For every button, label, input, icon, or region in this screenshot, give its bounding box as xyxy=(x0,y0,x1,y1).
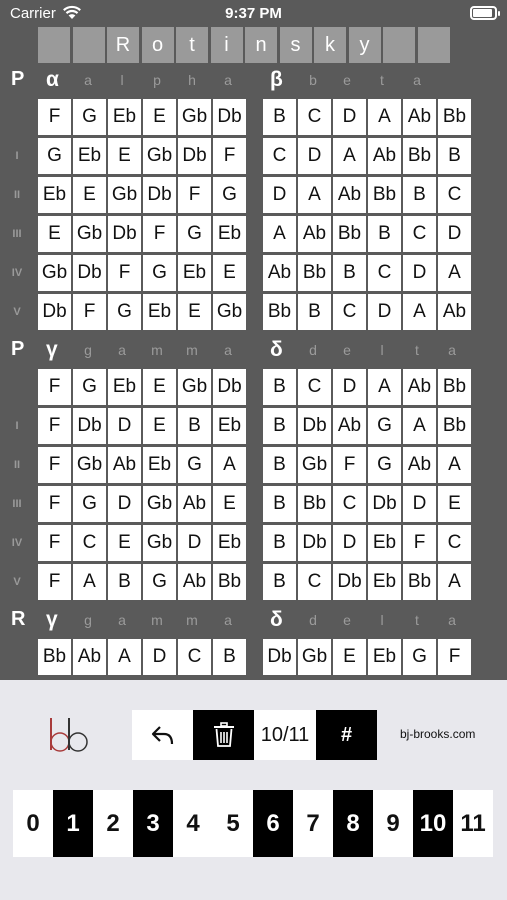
note-cell[interactable]: F xyxy=(73,294,106,330)
matrix-left xyxy=(38,369,246,600)
greek-letter: b xyxy=(309,72,317,88)
pitch-key[interactable]: 7 xyxy=(293,790,333,857)
note-cell[interactable]: Eb xyxy=(73,138,106,174)
note-cell[interactable]: D xyxy=(108,486,141,522)
note-cell[interactable]: Eb xyxy=(143,447,176,483)
note-cell[interactable]: Bb xyxy=(438,408,471,444)
note-cell[interactable]: C xyxy=(438,177,471,213)
title-cell: o xyxy=(142,27,174,63)
note-cell[interactable]: A xyxy=(73,564,106,600)
note-cell[interactable]: Bb xyxy=(403,564,436,600)
greek-letter: a xyxy=(224,72,232,88)
note-cell[interactable]: Eb xyxy=(108,369,141,405)
note-cell[interactable]: E xyxy=(143,408,176,444)
note-cell[interactable]: A xyxy=(263,216,296,252)
note-cell[interactable]: Gb xyxy=(178,99,211,135)
note-cell[interactable]: Bb xyxy=(38,639,71,675)
row-counter: 10/11 xyxy=(254,710,316,760)
note-cell[interactable]: F xyxy=(143,216,176,252)
greek-letter: g xyxy=(84,612,92,628)
title-cell: y xyxy=(349,27,381,63)
note-cell[interactable]: B xyxy=(263,564,296,600)
note-cell[interactable]: G xyxy=(38,138,71,174)
note-cell[interactable]: Gb xyxy=(143,138,176,174)
control-panel xyxy=(0,680,507,900)
row-numeral: III xyxy=(12,228,22,240)
row-numeral: I xyxy=(15,150,19,162)
greek-symbol: δ xyxy=(270,608,283,631)
note-cell[interactable]: F xyxy=(438,639,471,675)
note-cell[interactable]: Db xyxy=(368,486,401,522)
row-numeral: V xyxy=(13,576,21,588)
note-cell[interactable]: G xyxy=(213,177,246,213)
note-cell[interactable]: Bb xyxy=(213,564,246,600)
note-cell[interactable]: G xyxy=(108,294,141,330)
note-cell[interactable]: B xyxy=(213,639,246,675)
note-cell[interactable]: Eb xyxy=(368,639,401,675)
note-cell[interactable]: C xyxy=(438,525,471,561)
note-cell[interactable]: B xyxy=(263,486,296,522)
note-cell[interactable]: Eb xyxy=(213,408,246,444)
greek-letter: h xyxy=(188,72,196,88)
row-numeral: IV xyxy=(11,537,23,549)
note-cell[interactable]: Db xyxy=(143,177,176,213)
title-cell: k xyxy=(314,27,346,63)
greek-letter: l xyxy=(120,72,124,88)
note-cell[interactable]: C xyxy=(333,294,366,330)
note-cell[interactable]: E xyxy=(38,216,71,252)
row-numeral: I xyxy=(15,420,19,432)
note-cell[interactable]: D xyxy=(263,177,296,213)
note-cell[interactable]: G xyxy=(178,447,211,483)
section-label: R xyxy=(11,608,26,630)
carrier-label: Carrier xyxy=(10,5,56,22)
note-cell[interactable]: F xyxy=(178,177,211,213)
note-cell[interactable]: Gb xyxy=(73,447,106,483)
note-cell[interactable]: B xyxy=(263,369,296,405)
title-cell: i xyxy=(211,27,243,63)
note-cell[interactable]: Gb xyxy=(178,369,211,405)
matrix-right xyxy=(263,639,471,675)
note-cell[interactable]: Ab xyxy=(263,255,296,291)
row-numeral: V xyxy=(13,306,21,318)
note-cell[interactable]: Db xyxy=(108,216,141,252)
row-numeral: II xyxy=(13,459,21,471)
matrix-left xyxy=(38,99,246,330)
note-cell[interactable]: G xyxy=(73,99,106,135)
matrix-left xyxy=(38,639,246,675)
note-cell[interactable]: B xyxy=(178,408,211,444)
title-cell xyxy=(383,27,415,63)
pitch-key[interactable]: 8 xyxy=(333,790,373,857)
note-cell[interactable]: Bb xyxy=(333,216,366,252)
undo-button[interactable] xyxy=(132,710,193,760)
note-cell[interactable]: Gb xyxy=(298,447,331,483)
hash-button[interactable]: # xyxy=(316,710,377,760)
note-cell[interactable]: D xyxy=(108,408,141,444)
greek-letter: m xyxy=(186,342,198,358)
toolbar xyxy=(132,710,377,760)
greek-letter: t xyxy=(415,342,419,358)
note-cell[interactable]: G xyxy=(368,447,401,483)
note-cell[interactable]: E xyxy=(213,486,246,522)
note-cell[interactable]: Db xyxy=(38,294,71,330)
greek-letter: m xyxy=(151,342,163,358)
note-cell[interactable]: C xyxy=(298,564,331,600)
note-cell[interactable]: Ab xyxy=(73,639,106,675)
pitch-key[interactable]: 11 xyxy=(453,790,493,857)
note-cell[interactable]: C xyxy=(403,216,436,252)
battery-level xyxy=(473,9,492,17)
note-cell[interactable]: D xyxy=(143,639,176,675)
note-cell[interactable]: F xyxy=(403,525,436,561)
note-cell[interactable]: Ab xyxy=(333,408,366,444)
note-cell[interactable]: G xyxy=(143,564,176,600)
note-cell[interactable]: G xyxy=(368,408,401,444)
note-cell[interactable]: Bb xyxy=(298,255,331,291)
note-cell[interactable]: Db xyxy=(333,564,366,600)
note-cell[interactable]: Ab xyxy=(403,369,436,405)
note-cell[interactable]: F xyxy=(38,447,71,483)
note-cell[interactable]: F xyxy=(38,525,71,561)
greek-letter: a xyxy=(118,612,126,628)
note-cell[interactable]: E xyxy=(438,486,471,522)
title-cell xyxy=(418,27,450,63)
bb-logo-icon xyxy=(46,714,92,756)
note-cell[interactable]: F xyxy=(38,408,71,444)
note-cell[interactable]: A xyxy=(403,294,436,330)
pitch-key[interactable]: 2 xyxy=(93,790,133,857)
note-cell[interactable]: Bb xyxy=(298,486,331,522)
note-cell[interactable]: Ab xyxy=(333,177,366,213)
website-link[interactable]: bj-brooks.com xyxy=(400,727,476,741)
trash-button[interactable] xyxy=(193,710,254,760)
note-cell[interactable]: C xyxy=(298,99,331,135)
row-numeral: IV xyxy=(11,267,23,279)
note-cell[interactable]: E xyxy=(178,294,211,330)
title-row xyxy=(38,27,452,63)
greek-letter: p xyxy=(153,72,161,88)
note-cell[interactable]: A xyxy=(298,177,331,213)
note-cell[interactable]: Bb xyxy=(368,177,401,213)
note-cell[interactable]: G xyxy=(178,216,211,252)
note-cell[interactable]: D xyxy=(438,216,471,252)
note-cell[interactable]: G xyxy=(143,255,176,291)
note-cell[interactable]: A xyxy=(368,99,401,135)
note-cell[interactable]: E xyxy=(143,99,176,135)
matrix-right xyxy=(263,99,471,330)
greek-symbol: γ xyxy=(46,608,58,631)
note-cell[interactable]: Ab xyxy=(438,294,471,330)
note-cell[interactable]: G xyxy=(73,369,106,405)
note-cell[interactable]: Bb xyxy=(438,99,471,135)
note-cell[interactable]: G xyxy=(73,486,106,522)
greek-letter: e xyxy=(343,72,351,88)
status-bar xyxy=(0,0,507,28)
note-cell[interactable]: B xyxy=(438,138,471,174)
note-cell[interactable]: Db xyxy=(73,255,106,291)
note-cell[interactable]: Eb xyxy=(368,525,401,561)
note-cell[interactable]: F xyxy=(38,369,71,405)
note-cell[interactable]: Db xyxy=(263,639,296,675)
note-cell[interactable]: Gb xyxy=(298,639,331,675)
note-cell[interactable]: G xyxy=(403,639,436,675)
row-numeral: III xyxy=(12,498,22,510)
title-cell: t xyxy=(176,27,208,63)
note-cell[interactable]: Db xyxy=(73,408,106,444)
greek-symbol: δ xyxy=(270,338,283,361)
note-cell[interactable]: D xyxy=(298,138,331,174)
note-cell[interactable]: Db xyxy=(298,525,331,561)
pitch-key[interactable]: 6 xyxy=(253,790,293,857)
title-cell xyxy=(38,27,70,63)
greek-symbol: γ xyxy=(46,338,58,361)
note-cell[interactable]: Bb xyxy=(403,138,436,174)
note-cell[interactable]: B xyxy=(263,408,296,444)
note-cell[interactable]: E xyxy=(73,177,106,213)
pitch-key[interactable]: 3 xyxy=(133,790,173,857)
greek-letter: g xyxy=(84,342,92,358)
note-cell[interactable]: Gb xyxy=(108,177,141,213)
greek-letter: a xyxy=(413,72,421,88)
note-cell[interactable]: Eb xyxy=(368,564,401,600)
note-cell[interactable]: F xyxy=(38,486,71,522)
greek-letter: m xyxy=(151,612,163,628)
note-cell[interactable]: F xyxy=(108,255,141,291)
note-cell[interactable]: A xyxy=(213,447,246,483)
note-cell[interactable]: Db xyxy=(178,138,211,174)
greek-letter: d xyxy=(309,612,317,628)
note-cell[interactable]: Ab xyxy=(403,99,436,135)
note-cell[interactable]: E xyxy=(108,525,141,561)
note-cell[interactable]: F xyxy=(213,138,246,174)
status-time: 9:37 PM xyxy=(225,5,282,22)
undo-arrow-icon xyxy=(150,724,176,746)
pitch-keyboard xyxy=(13,790,493,857)
note-cell[interactable]: D xyxy=(403,255,436,291)
note-cell[interactable]: A xyxy=(403,408,436,444)
greek-letter: l xyxy=(380,612,384,628)
note-cell[interactable]: A xyxy=(438,564,471,600)
note-cell[interactable]: C xyxy=(73,525,106,561)
pitch-key[interactable]: 4 xyxy=(173,790,213,857)
note-cell[interactable]: E xyxy=(143,369,176,405)
note-cell[interactable]: Ab xyxy=(108,447,141,483)
note-cell[interactable]: Gb xyxy=(143,525,176,561)
note-cell[interactable]: Bb xyxy=(263,294,296,330)
title-cell: n xyxy=(245,27,277,63)
greek-letter: e xyxy=(343,342,351,358)
note-cell[interactable]: Ab xyxy=(178,486,211,522)
note-cell[interactable]: B xyxy=(263,447,296,483)
title-cell xyxy=(73,27,105,63)
note-cell[interactable]: E xyxy=(333,639,366,675)
note-cell[interactable]: A xyxy=(333,138,366,174)
matrix-scroll-area[interactable] xyxy=(0,63,507,680)
note-cell[interactable]: C xyxy=(298,369,331,405)
greek-letter: a xyxy=(224,612,232,628)
title-cell: R xyxy=(107,27,139,63)
note-cell[interactable]: Ab xyxy=(298,216,331,252)
note-cell[interactable]: C xyxy=(333,486,366,522)
note-cell[interactable]: Db xyxy=(213,369,246,405)
title-cell: s xyxy=(280,27,312,63)
note-cell[interactable]: A xyxy=(438,447,471,483)
note-cell[interactable]: C xyxy=(368,255,401,291)
note-cell[interactable]: F xyxy=(38,99,71,135)
pitch-key[interactable]: 5 xyxy=(213,790,253,857)
greek-letter: d xyxy=(309,342,317,358)
matrix-right xyxy=(263,369,471,600)
note-cell[interactable]: Gb xyxy=(73,216,106,252)
battery-icon xyxy=(470,6,497,20)
note-cell[interactable]: A xyxy=(368,369,401,405)
pitch-key[interactable]: 1 xyxy=(53,790,93,857)
note-cell[interactable]: B xyxy=(298,294,331,330)
greek-letter: a xyxy=(448,612,456,628)
note-cell[interactable]: Eb xyxy=(213,525,246,561)
section-label: P xyxy=(11,68,25,90)
note-cell[interactable]: D xyxy=(333,99,366,135)
note-cell[interactable]: D xyxy=(368,294,401,330)
row-numeral: II xyxy=(13,189,21,201)
note-cell[interactable]: B xyxy=(403,177,436,213)
note-cell[interactable]: F xyxy=(333,447,366,483)
note-cell[interactable]: Ab xyxy=(403,447,436,483)
note-cell[interactable]: Gb xyxy=(143,486,176,522)
note-cell[interactable]: D xyxy=(333,369,366,405)
pitch-key[interactable]: 10 xyxy=(413,790,453,857)
pitch-key[interactable]: 0 xyxy=(13,790,53,857)
note-cell[interactable]: Eb xyxy=(38,177,71,213)
note-cell[interactable]: Eb xyxy=(178,255,211,291)
note-cell[interactable]: Db xyxy=(298,408,331,444)
note-cell[interactable]: D xyxy=(178,525,211,561)
note-cell[interactable]: A xyxy=(108,639,141,675)
note-cell[interactable]: E xyxy=(213,255,246,291)
note-cell[interactable]: B xyxy=(263,99,296,135)
note-cell[interactable]: E xyxy=(108,138,141,174)
greek-letter: t xyxy=(415,612,419,628)
note-cell[interactable]: B xyxy=(108,564,141,600)
note-cell[interactable]: Gb xyxy=(213,294,246,330)
greek-letter: a xyxy=(118,342,126,358)
note-cell[interactable]: Gb xyxy=(38,255,71,291)
pitch-key[interactable]: 9 xyxy=(373,790,413,857)
note-cell[interactable]: F xyxy=(38,564,71,600)
note-cell[interactable]: A xyxy=(438,255,471,291)
greek-letter: a xyxy=(84,72,92,88)
greek-letter: m xyxy=(186,612,198,628)
note-cell[interactable]: B xyxy=(333,255,366,291)
greek-letter: a xyxy=(448,342,456,358)
note-cell[interactable]: Ab xyxy=(368,138,401,174)
greek-symbol: β xyxy=(270,68,283,91)
note-cell[interactable]: D xyxy=(333,525,366,561)
note-cell[interactable]: C xyxy=(178,639,211,675)
trash-icon xyxy=(213,722,235,748)
greek-letter: t xyxy=(380,72,384,88)
note-cell[interactable]: Db xyxy=(213,99,246,135)
greek-symbol: α xyxy=(46,68,59,91)
note-cell[interactable]: Eb xyxy=(108,99,141,135)
greek-letter: e xyxy=(343,612,351,628)
note-cell[interactable]: B xyxy=(263,525,296,561)
greek-letter: a xyxy=(224,342,232,358)
note-cell[interactable]: C xyxy=(263,138,296,174)
greek-letter: l xyxy=(380,342,384,358)
note-cell[interactable]: Eb xyxy=(143,294,176,330)
note-cell[interactable]: Ab xyxy=(178,564,211,600)
note-cell[interactable]: Eb xyxy=(213,216,246,252)
note-cell[interactable]: B xyxy=(368,216,401,252)
section-label: P xyxy=(11,338,25,360)
note-cell[interactable]: D xyxy=(403,486,436,522)
note-cell[interactable]: Bb xyxy=(438,369,471,405)
